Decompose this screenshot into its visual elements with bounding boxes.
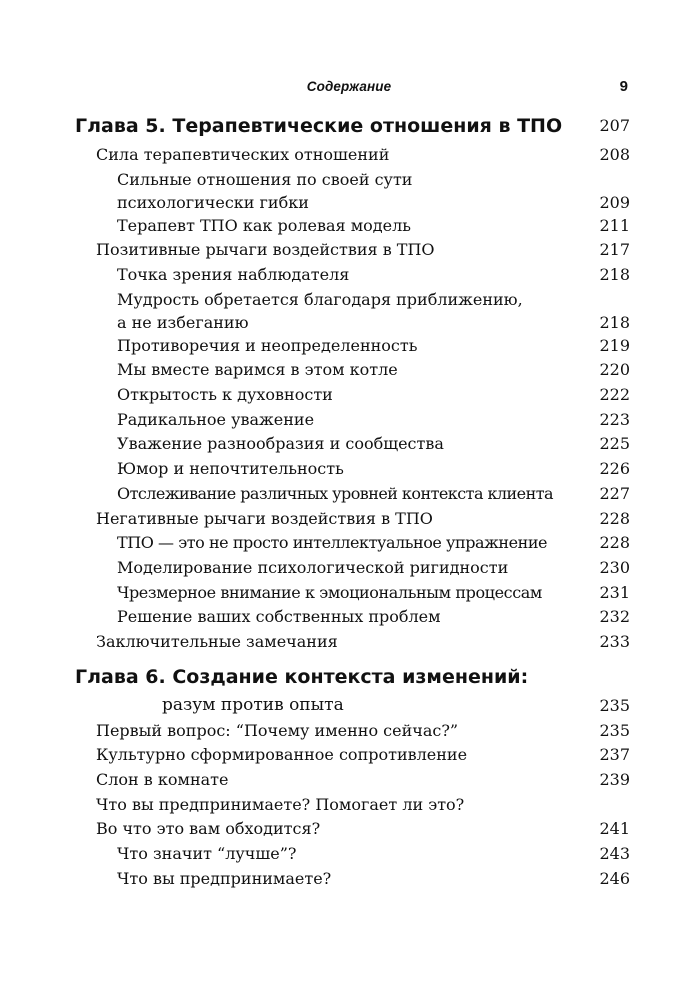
entry-page: 230 [599,557,630,577]
entry-title: Отслеживание различных уровней контекста клиента [117,483,553,503]
chapter-title: Глава 5. Терапевтические отношения в ТПО [75,115,563,137]
running-header-title: Содержание [306,79,392,94]
chapter-title-line-2: разум против опыта [162,694,344,715]
toc-entry [75,507,630,532]
toc-entry [75,263,630,288]
entry-title: Юмор и непочтительность [117,459,344,479]
toc-entry [75,605,630,630]
toc-entry [75,817,630,842]
entry-page: 246 [599,868,630,888]
entry-page: 222 [599,385,630,405]
entry-page: 218 [599,265,630,285]
entry-page: 217 [599,240,630,260]
entry-title: Мы вместе варимся в этом котле [117,360,398,380]
entry-title: Радикальное уважение [117,409,315,429]
entry-title: Уважение разнообразия и сообщества [117,434,444,454]
toc-entry [75,719,630,744]
entry-title: Что вы предпринимаете? [117,868,332,888]
toc-entry [75,238,630,263]
chapter-page: 207 [599,116,630,135]
entry-title: Чрезмерное внимание к эмоциональным процессам [117,582,542,602]
entry-title: Сила терапевтических отношений [96,144,390,164]
toc-entry [75,556,630,581]
entry-page: 228 [599,533,630,553]
entry-page: 239 [599,770,630,790]
entry-title: Точка зрения наблюдателя [117,265,350,285]
entry-page: 228 [599,508,630,528]
toc-entry [75,793,630,818]
entry-page: 231 [599,582,630,602]
entry-title: Что значит “лучше”? [117,844,297,864]
entry-title: Открытость к духовности [117,385,333,405]
entry-page: 219 [599,335,630,355]
toc-entry [75,457,630,482]
toc-entry [75,842,630,867]
toc-entry [75,214,630,239]
entry-title: Негативные рычаги воздействия в ТПО [96,508,433,528]
chapter-title [75,664,528,719]
entry-page: 209 [599,192,630,212]
entry-page: 223 [599,409,630,429]
toc-entry [75,288,630,334]
toc-entry [75,743,630,768]
entry-title: Позитивные рычаги воздействия в ТПО [96,240,435,260]
toc-chapter-5 [75,109,630,143]
toc-entry [75,581,630,606]
chapter-title-line-1: Глава 6. Создание контекста изменений: [75,665,529,688]
entry-page: 208 [599,144,630,164]
entry-title: Противоречия и неопределенность [117,335,418,355]
entry-page: 220 [599,360,630,380]
toc-entry [75,630,630,655]
entry-title: Культурно сформированное сопротивление [96,745,468,765]
entry-page: 237 [599,745,630,765]
entry-page: 235 [599,720,630,740]
toc-entry [75,383,630,408]
table-of-contents [75,109,630,892]
toc-entry [75,482,630,507]
entry-title: Слон в комнате [96,770,229,790]
entry-title: Терапевт ТПО как ролевая модель [117,215,411,235]
entry-title: Моделирование психологической ригидности [117,557,509,577]
toc-entry [75,334,630,359]
entry-title: Во что это вам обходится? [96,819,321,839]
toc-entry [75,531,630,556]
toc-entry [75,168,630,214]
toc-entry [75,867,630,892]
toc-entry [75,358,630,383]
entry-title: ТПО — это не просто интеллектуальное упражнение [117,533,548,553]
entry-page: 218 [599,312,630,332]
entry-title: Сильные отношения по своей сути психологически гибки [117,169,413,212]
toc-chapter-6 [75,665,630,719]
entry-page: 226 [599,459,630,479]
entry-title: Решение ваших собственных проблем [117,607,441,627]
page-number: 9 [619,78,628,95]
entry-page: 243 [599,844,630,864]
toc-entry [75,433,630,458]
entry-page: 225 [599,434,630,454]
entry-page: 241 [599,819,630,839]
entry-page: 227 [599,483,630,503]
toc-entry [75,143,630,168]
chapter-page: 235 [599,695,630,715]
entry-title: Что вы предпринимаете? Помогает ли это? [96,794,465,814]
entry-title: Первый вопрос: “Почему именно сейчас?” [96,720,459,740]
entry-title: Мудрость обретается благодаря приближению, а не избеганию [117,289,523,332]
toc-entry [75,408,630,433]
entry-page: 233 [599,631,630,651]
entry-title: Заключительные замечания [96,631,338,651]
entry-page: 232 [599,607,630,627]
entry-page: 211 [599,215,630,235]
toc-entry [75,768,630,793]
